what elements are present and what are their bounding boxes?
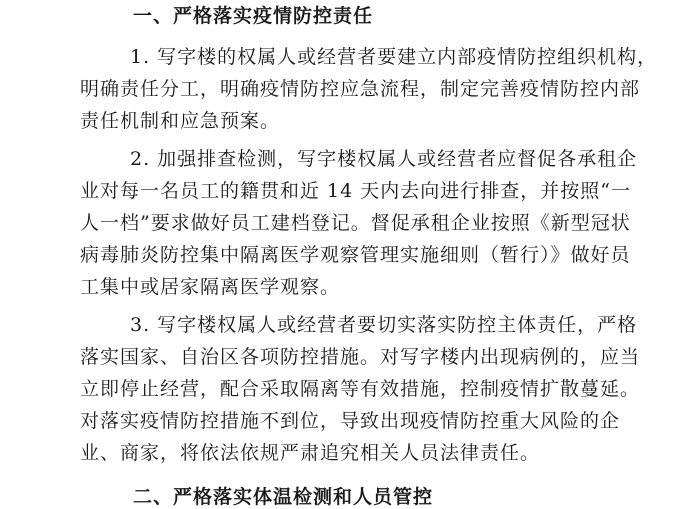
paragraph-3-line-2: 落实国家、自治区各项防控措施。对写字楼内出现病例的，应当 bbox=[80, 346, 641, 368]
paragraph-3-line-1: 3. 写字楼权属人或经营者要切实落实防控主体责任，严格 bbox=[130, 314, 638, 336]
paragraph-2-line-4: 病毒肺炎防控集中隔离医学观察管理实施细则（暂行）》做好员 bbox=[80, 244, 631, 266]
section-heading-2: 二、严格落实体温检测和人员管控 bbox=[133, 486, 434, 508]
paragraph-2-line-1: 2. 加强排查检测，写字楼权属人或经营者应督促各承租企 bbox=[130, 148, 638, 170]
paragraph-2-line-5: 工集中或居家隔离医学观察。 bbox=[80, 276, 341, 298]
paragraph-2-line-2: 业对每一名员工的籍贯和近 14 天内去向进行排查，并按照“一 bbox=[80, 180, 631, 202]
paragraph-3-line-3: 立即停止经营，配合采取隔离等有效措施，控制疫情扩散蔓延。 bbox=[80, 378, 641, 400]
paragraph-1-line-1: 1. 写字楼的权属人或经营者要建立内部疫情防控组织机构， bbox=[130, 46, 658, 68]
paragraph-3-line-5: 业、商家，将依法依规严肃追究相关人员法律责任。 bbox=[80, 442, 541, 464]
paragraph-2-line-3: 人一档”要求做好员工建档登记。督促承租企业按照《新型冠状 bbox=[80, 212, 631, 234]
paragraph-1-line-2: 明确责任分工，明确疫情防控应急流程，制定完善疫情防控内部 bbox=[80, 78, 641, 100]
paragraph-3-line-4: 对落实疫情防控措施不到位，导致出现疫情防控重大风险的企 bbox=[80, 410, 621, 432]
section-heading-1: 一、严格落实疫情防控责任 bbox=[133, 5, 374, 27]
paragraph-1-line-3: 责任机制和应急预案。 bbox=[80, 110, 281, 132]
